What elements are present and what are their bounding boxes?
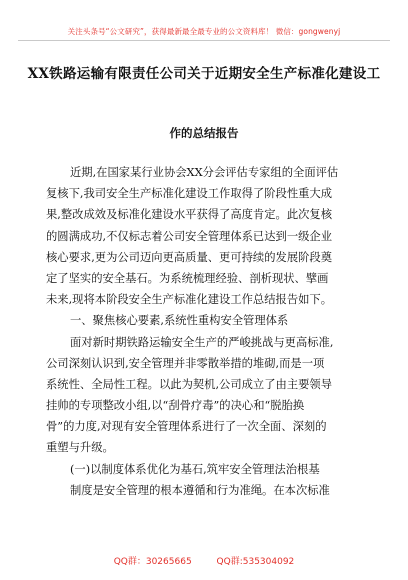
body-line: 定了坚实的安全基石。为系统梳理经验、剖析现状、擘画 <box>46 271 329 285</box>
header-divider <box>18 40 390 41</box>
body-line: 挂帅的专项整改小组,以“刮骨疗毒”的决心和“脱胎换 <box>46 399 305 413</box>
body-line: 系统性、全局性工程。以此为契机,公司成立了由主要领导 <box>46 377 333 391</box>
body-line: 公司深刻认识到,安全管理并非零散举措的堆砌,而是一项 <box>46 356 325 370</box>
document-title-line-2: 作的总结报告 <box>169 126 239 140</box>
page-footer <box>0 554 408 567</box>
body-line: 重塑与升级。 <box>46 441 114 455</box>
qq-group-1: QQ群：30265665 <box>113 557 192 567</box>
body-line: 面对新时期铁路运输安全生产的严峻挑战与更高标准, <box>70 335 334 349</box>
body-line: (一)以制度体系优化为基石,筑牢安全管理法治根基 <box>70 462 320 476</box>
document-title-line-1: XX铁路运输有限责任公司关于近期安全生产标准化建设工 <box>27 66 381 82</box>
body-line: 一、聚焦核心要素,系统性重构安全管理体系 <box>70 314 289 328</box>
body-line: 核心要求,更为公司迈向更高质量、更可持续的发展阶段奠 <box>46 250 333 264</box>
body-line: 的圆满成功,不仅标志着公司安全管理体系已达到一级企业 <box>46 229 333 243</box>
body-line: 骨”的力度,对现有安全管理体系进行了一次全面、深刻的 <box>46 420 327 434</box>
promo-text: 关注头条号“公文研究”，获得最新最全最专业的公文资料库！ 微信：gongwenyj <box>67 27 341 36</box>
body-line: 未来,现将本阶段安全生产标准化建设工作总结报告如下。 <box>46 293 333 307</box>
qq-group-2: QQ群:535304092 <box>216 557 295 567</box>
body-line: 复核下,我司安全生产标准化建设工作取得了阶段性重大成 <box>46 187 333 201</box>
body-line: 近期,在国家某行业协会XX分会评估专家组的全面评估 <box>70 166 339 179</box>
page-header <box>0 0 408 62</box>
body-line: 制度是安全管理的根本遵循和行为准绳。在本次标准 <box>70 483 330 497</box>
body-line: 果,整改成效及标准化建设水平获得了高度肯定。此次复核 <box>46 208 333 222</box>
document-body <box>46 162 370 501</box>
